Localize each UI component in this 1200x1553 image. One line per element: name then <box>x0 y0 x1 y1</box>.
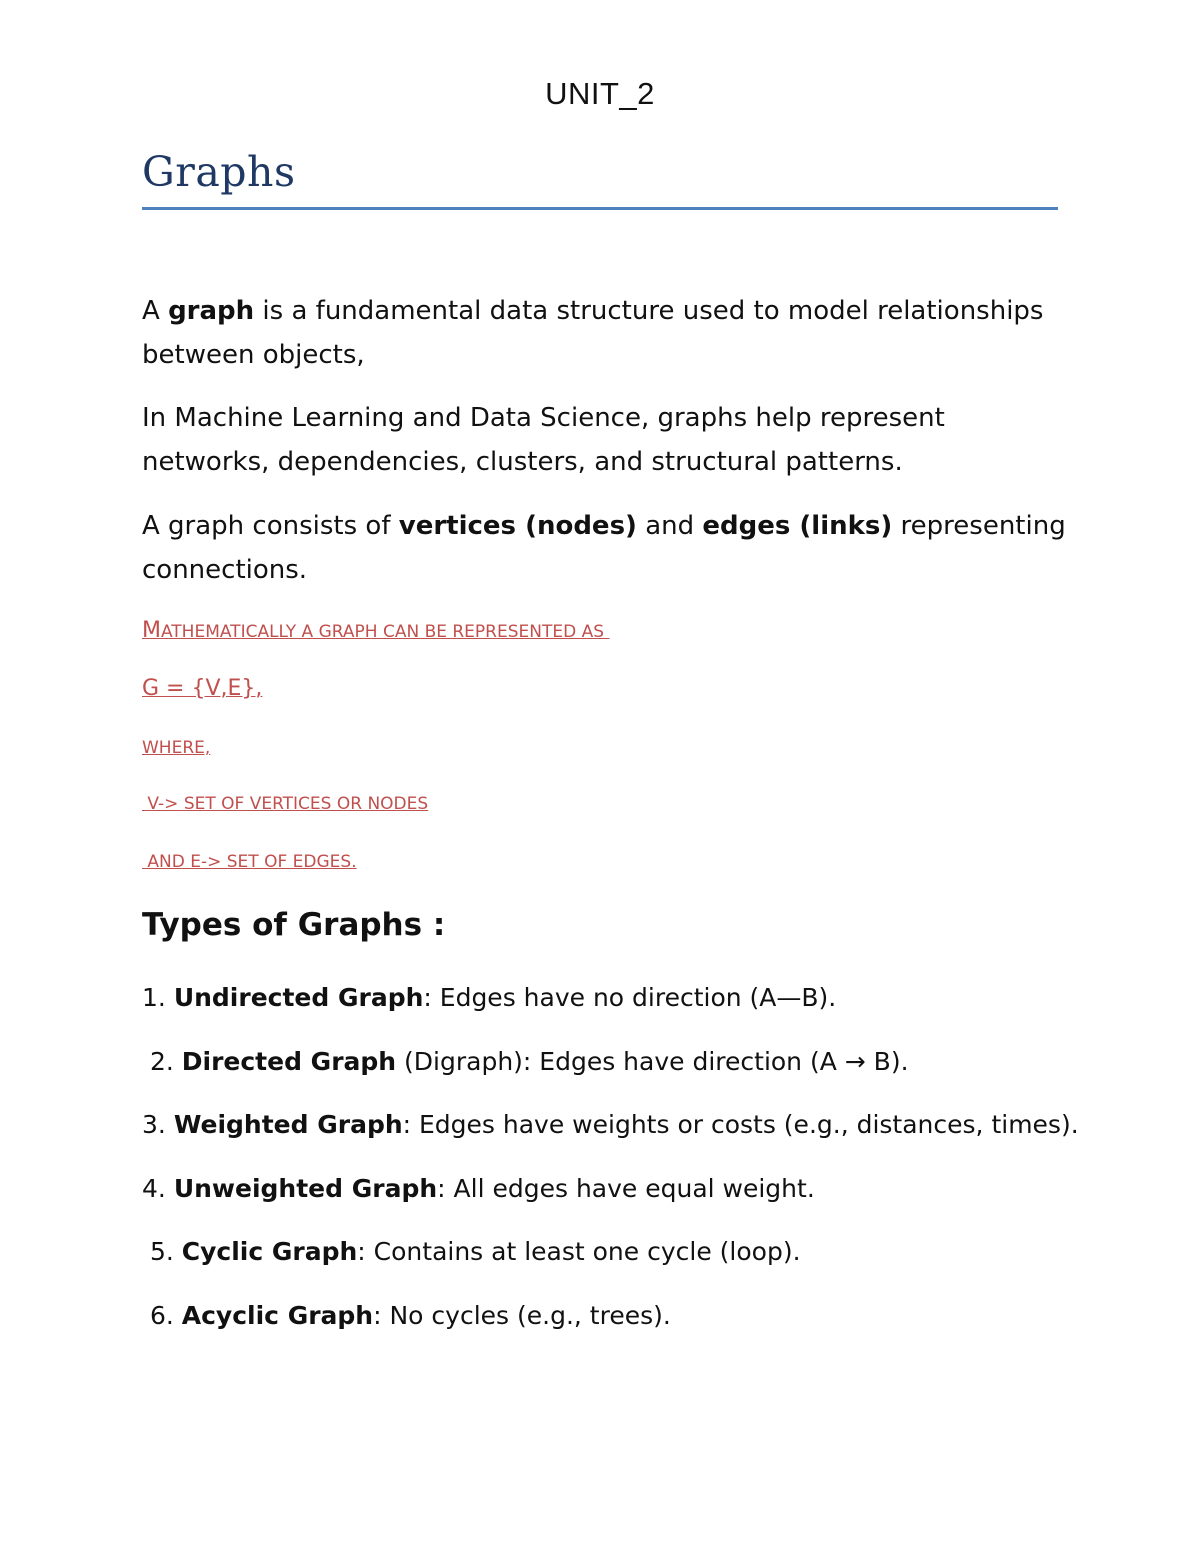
list-item-term: Unweighted Graph <box>173 1174 438 1203</box>
types-heading: Types of Graphs : <box>142 907 446 943</box>
math-vertices-line: V-> SET OF VERTICES OR NODES <box>142 794 429 814</box>
list-item-term: Weighted Graph <box>173 1110 403 1139</box>
list-item <box>142 983 836 1012</box>
list-item-term: Undirected Graph <box>173 983 424 1012</box>
page-title: Graphs <box>142 148 296 196</box>
list-item <box>142 1237 801 1266</box>
list-item-description: : Edges have weights or costs (e.g., distances, times). <box>402 1110 1079 1139</box>
intro-paragraph-2: In Machine Learning and Data Science, graphs help represent networks, dependencies, clusters, and structural patterns. <box>142 403 945 477</box>
math-where-line: WHERE, <box>142 738 211 758</box>
intro-paragraph-3 <box>142 504 1072 592</box>
math-definition-line <box>142 618 609 643</box>
intro-p3-bold-vertices: vertices (nodes) <box>398 511 637 541</box>
intro-p3-rest: representing connections. <box>142 511 1066 585</box>
list-item-number: 4. <box>142 1174 174 1203</box>
math-edges-line: AND E-> SET OF EDGES. <box>142 852 357 872</box>
intro-p1-lead: A <box>142 296 169 326</box>
list-item-term: Directed Graph <box>181 1047 397 1076</box>
list-item <box>142 1110 1079 1139</box>
list-item-description: : Contains at least one cycle (loop). <box>357 1237 801 1266</box>
intro-p3-mid: and <box>636 511 703 541</box>
list-item <box>142 1301 671 1330</box>
intro-p3-bold-edges: edges (links) <box>702 511 893 541</box>
title-underline-rule <box>142 207 1058 210</box>
list-item-description: : Edges have no direction (A—B). <box>423 983 837 1012</box>
list-item-number: 2. <box>142 1047 182 1076</box>
intro-p3-lead: A graph consists of <box>142 511 399 541</box>
list-item <box>142 1047 909 1076</box>
intro-p1-rest: is a fundamental data structure used to model relationships between objects, <box>142 296 1044 370</box>
math-formula-line <box>142 676 262 701</box>
math-definition-initial: M <box>142 618 161 643</box>
list-item-term: Acyclic Graph <box>181 1301 374 1330</box>
math-formula: G = {V,E}, <box>142 676 263 701</box>
list-item <box>142 1174 815 1203</box>
list-item-number: 6. <box>142 1301 182 1330</box>
list-item-number: 1. <box>142 983 174 1012</box>
intro-paragraph-1 <box>142 289 1072 377</box>
list-item-number: 5. <box>142 1237 182 1266</box>
intro-p1-bold: graph <box>168 296 255 326</box>
list-item-term: Cyclic Graph <box>181 1237 358 1266</box>
unit-header: UNIT_2 <box>545 76 655 111</box>
list-item-description: : No cycles (e.g., trees). <box>373 1301 671 1330</box>
list-item-number: 3. <box>142 1110 174 1139</box>
math-definition-rest: ATHEMATICALLY A GRAPH CAN BE REPRESENTED AS <box>160 622 610 642</box>
list-item-description: : All edges have equal weight. <box>437 1174 815 1203</box>
list-item-description: (Digraph): Edges have direction (A → B). <box>396 1047 909 1076</box>
